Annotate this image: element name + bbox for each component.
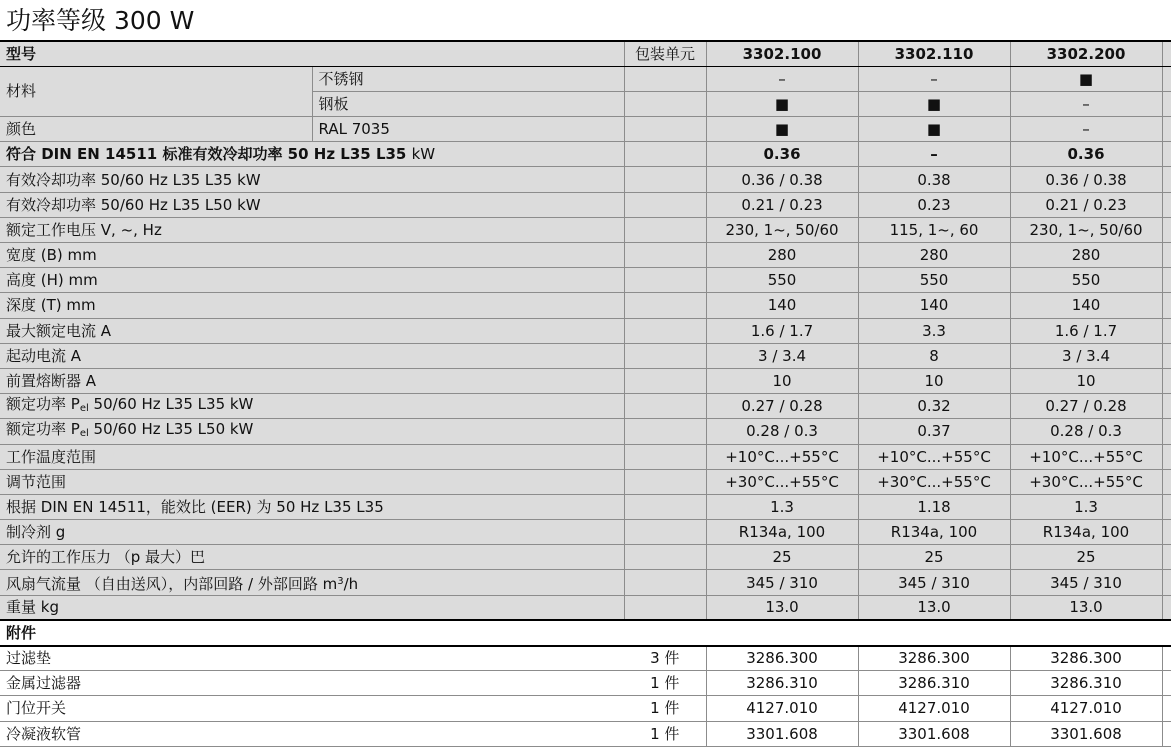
spec-label-text: 调节范围 [6, 472, 67, 491]
model-number-header: 3302.200 [1010, 41, 1162, 66]
material-label: 材料 [0, 66, 312, 116]
value-cell: 280 [706, 243, 858, 268]
accessory-label: 过滤垫 [0, 646, 312, 671]
value-cell: 550 [706, 268, 858, 293]
spec-row [0, 419, 1171, 444]
spec-row [0, 494, 1171, 519]
value-cell: – [706, 66, 858, 91]
spacer-cell [1162, 696, 1171, 721]
value-cell: 550 [858, 268, 1010, 293]
spec-label [0, 570, 624, 595]
value-cell: 140 [1010, 293, 1162, 318]
spec-row [0, 192, 1171, 217]
value-cell: 0.28 / 0.3 [1010, 419, 1162, 444]
accessory-blank [312, 646, 624, 671]
spec-label [0, 343, 624, 368]
pack-unit-header: 包装单元 [624, 41, 706, 66]
pack-unit-cell [624, 444, 706, 469]
spacer-cell [1162, 469, 1171, 494]
pack-unit-cell: 1 件 [624, 696, 706, 721]
spec-label-text: 重量 kg [6, 598, 59, 617]
value-cell: 345 / 310 [1010, 570, 1162, 595]
spacer-cell [1162, 167, 1171, 192]
spacer-cell [1162, 444, 1171, 469]
spec-label-text: 宽度 (B) mm [6, 246, 97, 265]
spec-label [0, 520, 624, 545]
spec-row [0, 570, 1171, 595]
spec-label [0, 217, 624, 242]
value-cell: +30°C...+55°C [858, 469, 1010, 494]
header-row [0, 41, 1171, 66]
spec-row [0, 268, 1171, 293]
spec-row [0, 293, 1171, 318]
pack-unit-cell: 1 件 [624, 721, 706, 746]
pack-unit-cell [624, 494, 706, 519]
cooling-standard-row [0, 142, 1171, 167]
spec-label-text: 有效冷却功率 50/60 Hz L35 L50 kW [6, 195, 261, 214]
value-cell: 4127.010 [858, 696, 1010, 721]
spacer-cell [1162, 217, 1171, 242]
spec-label-text: 允许的工作压力 （p 最大）巴 [6, 548, 206, 567]
value-cell: R134a, 100 [706, 520, 858, 545]
spec-label [0, 243, 624, 268]
spec-label-text: 额定工作电压 V, ~, Hz [6, 220, 162, 239]
spec-label-text: 前置熔断器 A [6, 372, 97, 391]
spec-row [0, 444, 1171, 469]
spec-label [0, 318, 624, 343]
value-cell: 25 [706, 545, 858, 570]
value-cell: 3 / 3.4 [706, 343, 858, 368]
spacer-cell [1162, 243, 1171, 268]
value-cell: 345 / 310 [706, 570, 858, 595]
value-cell: 0.38 [858, 167, 1010, 192]
pack-unit-cell: 1 件 [624, 671, 706, 696]
pack-unit-cell [624, 66, 706, 91]
pack-unit-cell [624, 217, 706, 242]
spec-label-text: 根据 DIN EN 14511，能效比 (EER) 为 50 Hz L35 L35 [6, 497, 384, 516]
value-cell: – [1010, 117, 1162, 142]
value-cell: – [858, 66, 1010, 91]
value-cell: 1.3 [1010, 494, 1162, 519]
pack-unit-cell [624, 545, 706, 570]
spacer-cell [1162, 91, 1171, 116]
spec-label [0, 268, 624, 293]
accessory-blank [312, 721, 624, 746]
model-number-header: 3302.110 [858, 41, 1010, 66]
spacer-cell [1162, 318, 1171, 343]
value-cell: 0.21 / 0.23 [706, 192, 858, 217]
spec-label [0, 469, 624, 494]
spacer-cell [1162, 721, 1171, 746]
value-cell: 3 / 3.4 [1010, 343, 1162, 368]
pack-unit-cell [624, 419, 706, 444]
spacer-cell [1162, 66, 1171, 91]
spec-label [0, 192, 624, 217]
value-cell: 3286.310 [858, 671, 1010, 696]
spec-label-text: 有效冷却功率 50/60 Hz L35 L35 kW [6, 170, 261, 189]
spec-label-tail: 50/60 Hz L35 L50 kW [88, 419, 254, 438]
spec-label-text: 最大额定电流 A [6, 321, 112, 340]
value-cell: 140 [706, 293, 858, 318]
spacer-cell [1162, 117, 1171, 142]
pack-unit-cell [624, 343, 706, 368]
spec-row [0, 595, 1171, 620]
spec-row [0, 243, 1171, 268]
spacer-cell [1162, 545, 1171, 570]
pack-unit-cell [624, 318, 706, 343]
value-cell: 230, 1~, 50/60 [1010, 217, 1162, 242]
pack-unit-cell [624, 469, 706, 494]
pack-unit-cell [624, 91, 706, 116]
cooling-standard-text: 符合 DIN EN 14511 标准有效冷却功率 50 Hz L35 L35 [6, 145, 407, 164]
material-sub-label: 不锈钢 [312, 66, 624, 91]
spec-label-text: 额定功率 P [6, 419, 80, 438]
cooling-standard-unit: kW [411, 145, 436, 164]
spec-label-text: 起动电流 A [6, 346, 82, 365]
value-cell: ■ [706, 91, 858, 116]
color-label: 颜色 [0, 117, 312, 142]
accessory-row [0, 721, 1171, 746]
value-cell: 13.0 [1010, 595, 1162, 620]
value-cell: 0.21 / 0.23 [1010, 192, 1162, 217]
value-cell: 4127.010 [1010, 696, 1162, 721]
spec-label [0, 167, 624, 192]
value-cell: 0.36 / 0.38 [1010, 167, 1162, 192]
spec-label [0, 394, 624, 419]
value-cell: 8 [858, 343, 1010, 368]
pack-unit-cell [624, 520, 706, 545]
value-cell: +10°C...+55°C [1010, 444, 1162, 469]
value-cell: +10°C...+55°C [858, 444, 1010, 469]
value-cell: R134a, 100 [858, 520, 1010, 545]
spacer-cell [1162, 368, 1171, 393]
value-cell: 1.6 / 1.7 [706, 318, 858, 343]
spec-label [0, 293, 624, 318]
spec-label-text: 风扇气流量 （自由送风），内部回路 / 外部回路 m [6, 574, 338, 593]
spacer-cell [1162, 520, 1171, 545]
value-cell: 3301.608 [1010, 721, 1162, 746]
spec-row [0, 343, 1171, 368]
value-cell: 0.36 [706, 142, 858, 167]
spec-row [0, 318, 1171, 343]
value-cell: 25 [858, 545, 1010, 570]
spec-table [0, 40, 1171, 747]
spec-label [0, 419, 624, 444]
value-cell: 280 [1010, 243, 1162, 268]
spec-label-subscript: el [79, 427, 89, 439]
value-cell: 230, 1~, 50/60 [706, 217, 858, 242]
spec-label-tail: /h [343, 574, 359, 593]
value-cell: 140 [858, 293, 1010, 318]
pack-unit-cell [624, 117, 706, 142]
spacer-cell [1162, 293, 1171, 318]
accessory-row [0, 646, 1171, 671]
value-cell: – [858, 142, 1010, 167]
value-cell: +30°C...+55°C [1010, 469, 1162, 494]
spec-row [0, 368, 1171, 393]
value-cell: 3301.608 [858, 721, 1010, 746]
accessory-row [0, 671, 1171, 696]
spacer-cell [1162, 343, 1171, 368]
value-cell: 550 [1010, 268, 1162, 293]
value-cell: 3286.300 [706, 646, 858, 671]
spec-label [0, 368, 624, 393]
value-cell: 25 [1010, 545, 1162, 570]
value-cell: 0.32 [858, 394, 1010, 419]
value-cell: 280 [858, 243, 1010, 268]
value-cell: +30°C...+55°C [706, 469, 858, 494]
spacer-cell [1162, 394, 1171, 419]
material-row [0, 66, 1171, 91]
value-cell: 10 [706, 368, 858, 393]
spacer-cell [1162, 671, 1171, 696]
value-cell: R134a, 100 [1010, 520, 1162, 545]
spec-label-text: 深度 (T) mm [6, 296, 96, 315]
value-cell: 1.6 / 1.7 [1010, 318, 1162, 343]
value-cell: 0.23 [858, 192, 1010, 217]
value-cell: 3286.310 [706, 671, 858, 696]
value-cell: 345 / 310 [858, 570, 1010, 595]
spec-row [0, 167, 1171, 192]
spacer-cell [1162, 192, 1171, 217]
pack-unit-cell: 3 件 [624, 646, 706, 671]
value-cell: 3286.300 [1010, 646, 1162, 671]
value-cell: 13.0 [858, 595, 1010, 620]
accessory-label: 金属过滤器 [0, 671, 312, 696]
value-cell: 0.36 [1010, 142, 1162, 167]
value-cell: 10 [1010, 368, 1162, 393]
value-cell: 3286.300 [858, 646, 1010, 671]
value-cell: – [1010, 91, 1162, 116]
value-cell: ■ [858, 91, 1010, 116]
spacer-cell [1162, 419, 1171, 444]
model-number-header: 3302.100 [706, 41, 858, 66]
page-title: 功率等级 300 W [6, 6, 195, 35]
spec-row [0, 469, 1171, 494]
value-cell: 1.3 [706, 494, 858, 519]
spec-label [0, 494, 624, 519]
value-cell: 10 [858, 368, 1010, 393]
pack-unit-cell [624, 368, 706, 393]
accessories-label: 附件 [0, 620, 1171, 645]
pack-unit-cell [624, 293, 706, 318]
value-cell: 3301.608 [706, 721, 858, 746]
value-cell: 0.37 [858, 419, 1010, 444]
accessory-blank [312, 696, 624, 721]
accessory-row [0, 696, 1171, 721]
spacer-cell [1162, 41, 1171, 66]
spec-row [0, 217, 1171, 242]
value-cell: 0.27 / 0.28 [1010, 394, 1162, 419]
spec-label-superscript: 3 [337, 575, 344, 587]
accessories-header-row [0, 620, 1171, 645]
accessory-label: 冷凝液软管 [0, 721, 312, 746]
color-sub-label: RAL 7035 [312, 117, 624, 142]
pack-unit-cell [624, 243, 706, 268]
value-cell: 0.28 / 0.3 [706, 419, 858, 444]
value-cell: ■ [1010, 66, 1162, 91]
spec-label-text: 制冷剂 g [6, 523, 66, 542]
pack-unit-cell [624, 268, 706, 293]
spacer-cell [1162, 142, 1171, 167]
pack-unit-cell [624, 570, 706, 595]
spec-label-tail: 50/60 Hz L35 L35 kW [88, 394, 254, 413]
value-cell: 13.0 [706, 595, 858, 620]
spacer-cell [1162, 268, 1171, 293]
value-cell: 0.27 / 0.28 [706, 394, 858, 419]
spacer-cell [1162, 570, 1171, 595]
value-cell: +10°C...+55°C [706, 444, 858, 469]
spec-row [0, 545, 1171, 570]
spacer-cell [1162, 646, 1171, 671]
value-cell: ■ [858, 117, 1010, 142]
pack-unit-cell [624, 167, 706, 192]
value-cell: 3286.310 [1010, 671, 1162, 696]
spec-label [0, 595, 624, 620]
spec-row [0, 520, 1171, 545]
spec-label-text: 额定功率 P [6, 394, 80, 413]
accessory-blank [312, 671, 624, 696]
spec-label-text: 工作温度范围 [6, 447, 97, 466]
spec-label-subscript: el [79, 402, 89, 414]
pack-unit-cell [624, 595, 706, 620]
pack-unit-cell [624, 192, 706, 217]
spec-row [0, 394, 1171, 419]
pack-unit-cell [624, 394, 706, 419]
color-row [0, 117, 1171, 142]
spec-label-text: 高度 (H) mm [6, 271, 98, 290]
value-cell: 1.18 [858, 494, 1010, 519]
pack-unit-cell [624, 142, 706, 167]
material-sub-label: 钢板 [312, 91, 624, 116]
spec-label [0, 444, 624, 469]
value-cell: 3.3 [858, 318, 1010, 343]
spec-label [0, 545, 624, 570]
value-cell: 0.36 / 0.38 [706, 167, 858, 192]
model-label: 型号 [0, 41, 624, 66]
value-cell: 4127.010 [706, 696, 858, 721]
spacer-cell [1162, 494, 1171, 519]
cooling-standard-label [0, 142, 624, 167]
spacer-cell [1162, 595, 1171, 620]
value-cell: ■ [706, 117, 858, 142]
value-cell: 115, 1~, 60 [858, 217, 1010, 242]
accessory-label: 门位开关 [0, 696, 312, 721]
